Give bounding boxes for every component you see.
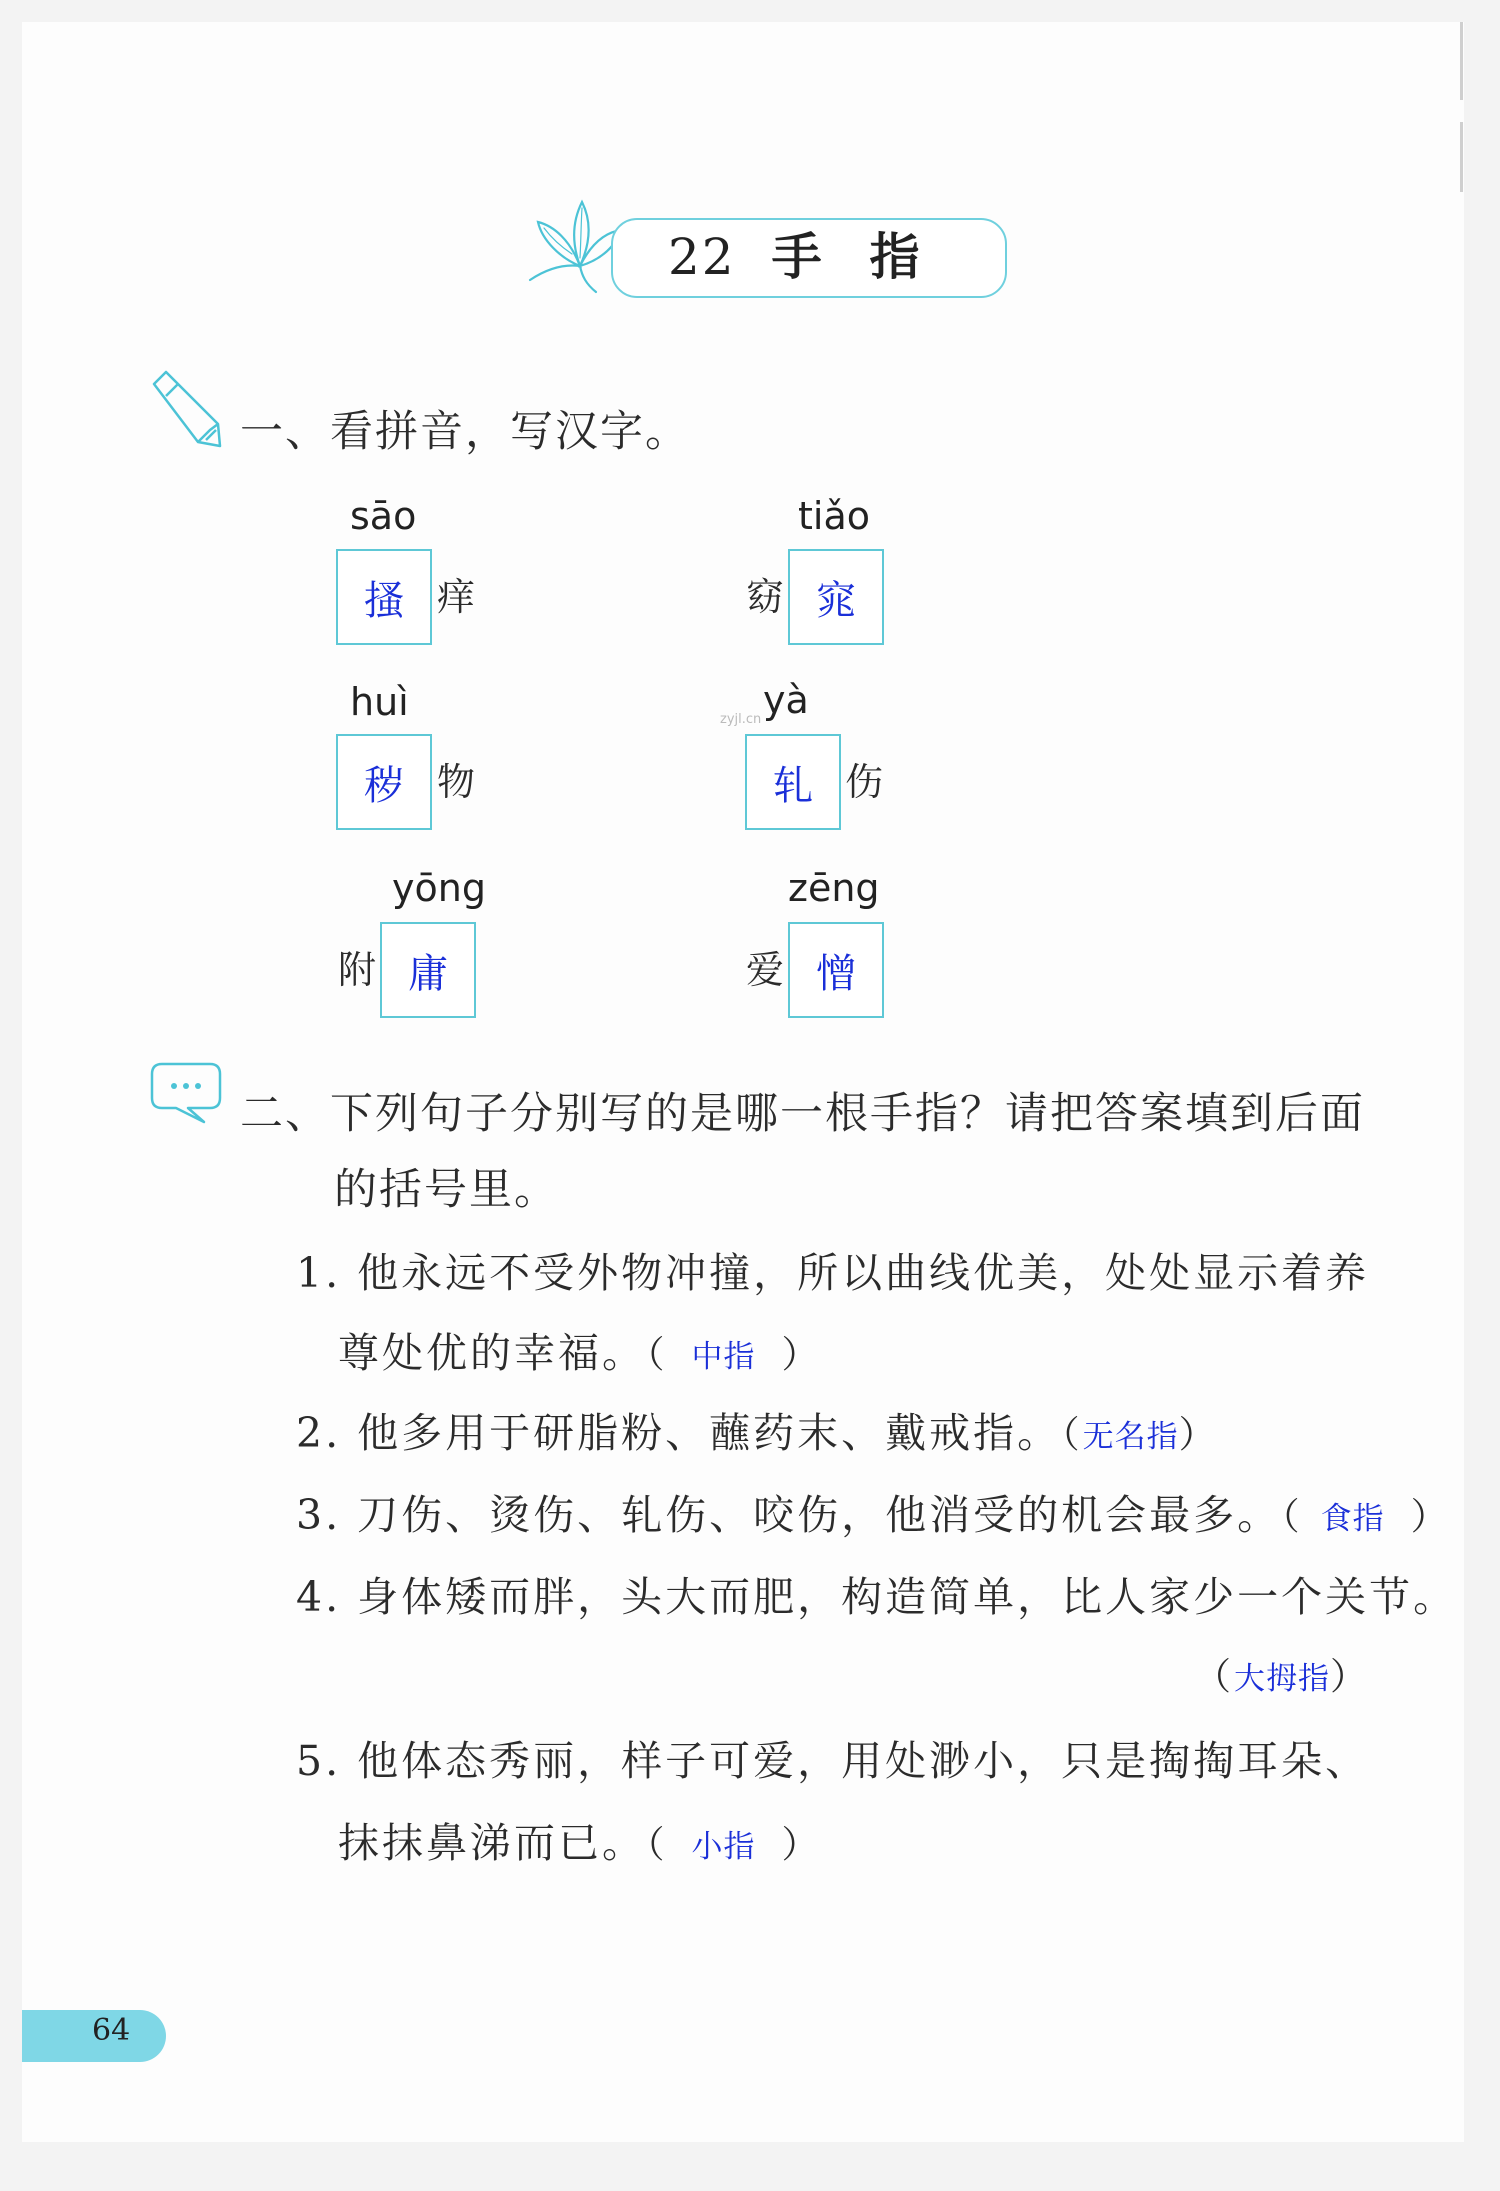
pinyin-label: zēng <box>788 866 880 910</box>
watermark: zyjl.cn <box>720 712 762 727</box>
answer-box: 庸 <box>380 922 476 1018</box>
question-3: 3. 刀伤、烫伤、轧伤、咬伤，他消受的机会最多。（ 食指 ） <box>296 1491 1451 1539</box>
pinyin-label: yōng <box>392 866 486 910</box>
section2-title-line1: 二、下列句子分别写的是哪一根手指？请把答案填到后面 <box>240 1089 1365 1139</box>
question-1-line1: 1. 他永远不受外物冲撞，所以曲线优美，处处显示着养 <box>296 1249 1370 1297</box>
speech-bubble-icon <box>148 1058 224 1128</box>
given-char: 窈 <box>746 575 785 619</box>
answer-box: 秽 <box>336 734 432 830</box>
given-char: 伤 <box>845 760 884 804</box>
page-edge-mark <box>1460 122 1463 192</box>
section1-title: 一、看拼音，写汉字。 <box>240 407 690 457</box>
pinyin-label: yà <box>763 678 809 722</box>
question-5-line1: 5. 他体态秀丽，样子可爱，用处渺小，只是掏掏耳朵、 <box>296 1737 1370 1785</box>
given-char: 痒 <box>437 575 476 619</box>
pinyin-label: huì <box>350 680 409 724</box>
answer-text: 大拇指 <box>1234 1661 1330 1697</box>
given-char: 爱 <box>746 948 785 992</box>
pencil-icon <box>148 368 222 452</box>
given-char: 物 <box>437 760 476 804</box>
answer-box: 搔 <box>336 549 432 645</box>
question-4: 4. 身体矮而胖，头大而肥，构造简单，比人家少一个关节。 <box>296 1573 1458 1621</box>
answer-box: 窕 <box>788 549 884 645</box>
answer-text: 中指 <box>691 1339 756 1375</box>
section2-title-line2: 的括号里。 <box>334 1165 559 1215</box>
lesson-number: 22 <box>668 228 736 286</box>
pinyin-label: sāo <box>350 494 417 538</box>
lesson-title-char: 指 <box>869 227 922 286</box>
page-number: 64 <box>92 2013 131 2048</box>
question-4-answer: （大拇指） <box>1194 1655 1370 1698</box>
question-2: 2. 他多用于研脂粉、蘸药末、戴戒指。（无名指） <box>296 1409 1219 1457</box>
answer-box: 憎 <box>788 922 884 1018</box>
given-char: 附 <box>338 948 377 992</box>
answer-text: 无名指 <box>1082 1419 1179 1455</box>
question-5-line2: 抹抹鼻涕而已。（ 小指 ） <box>338 1819 822 1867</box>
page-edge-mark <box>1460 22 1463 100</box>
answer-text: 小指 <box>691 1829 756 1865</box>
answer-box: 轧 <box>745 734 841 830</box>
question-1-line2: 尊处优的幸福。（ 中指 ） <box>338 1329 822 1377</box>
pinyin-label: tiǎo <box>798 494 870 538</box>
lesson-title <box>668 222 922 292</box>
lesson-title-char: 手 <box>771 227 824 286</box>
answer-text: 食指 <box>1320 1501 1385 1537</box>
